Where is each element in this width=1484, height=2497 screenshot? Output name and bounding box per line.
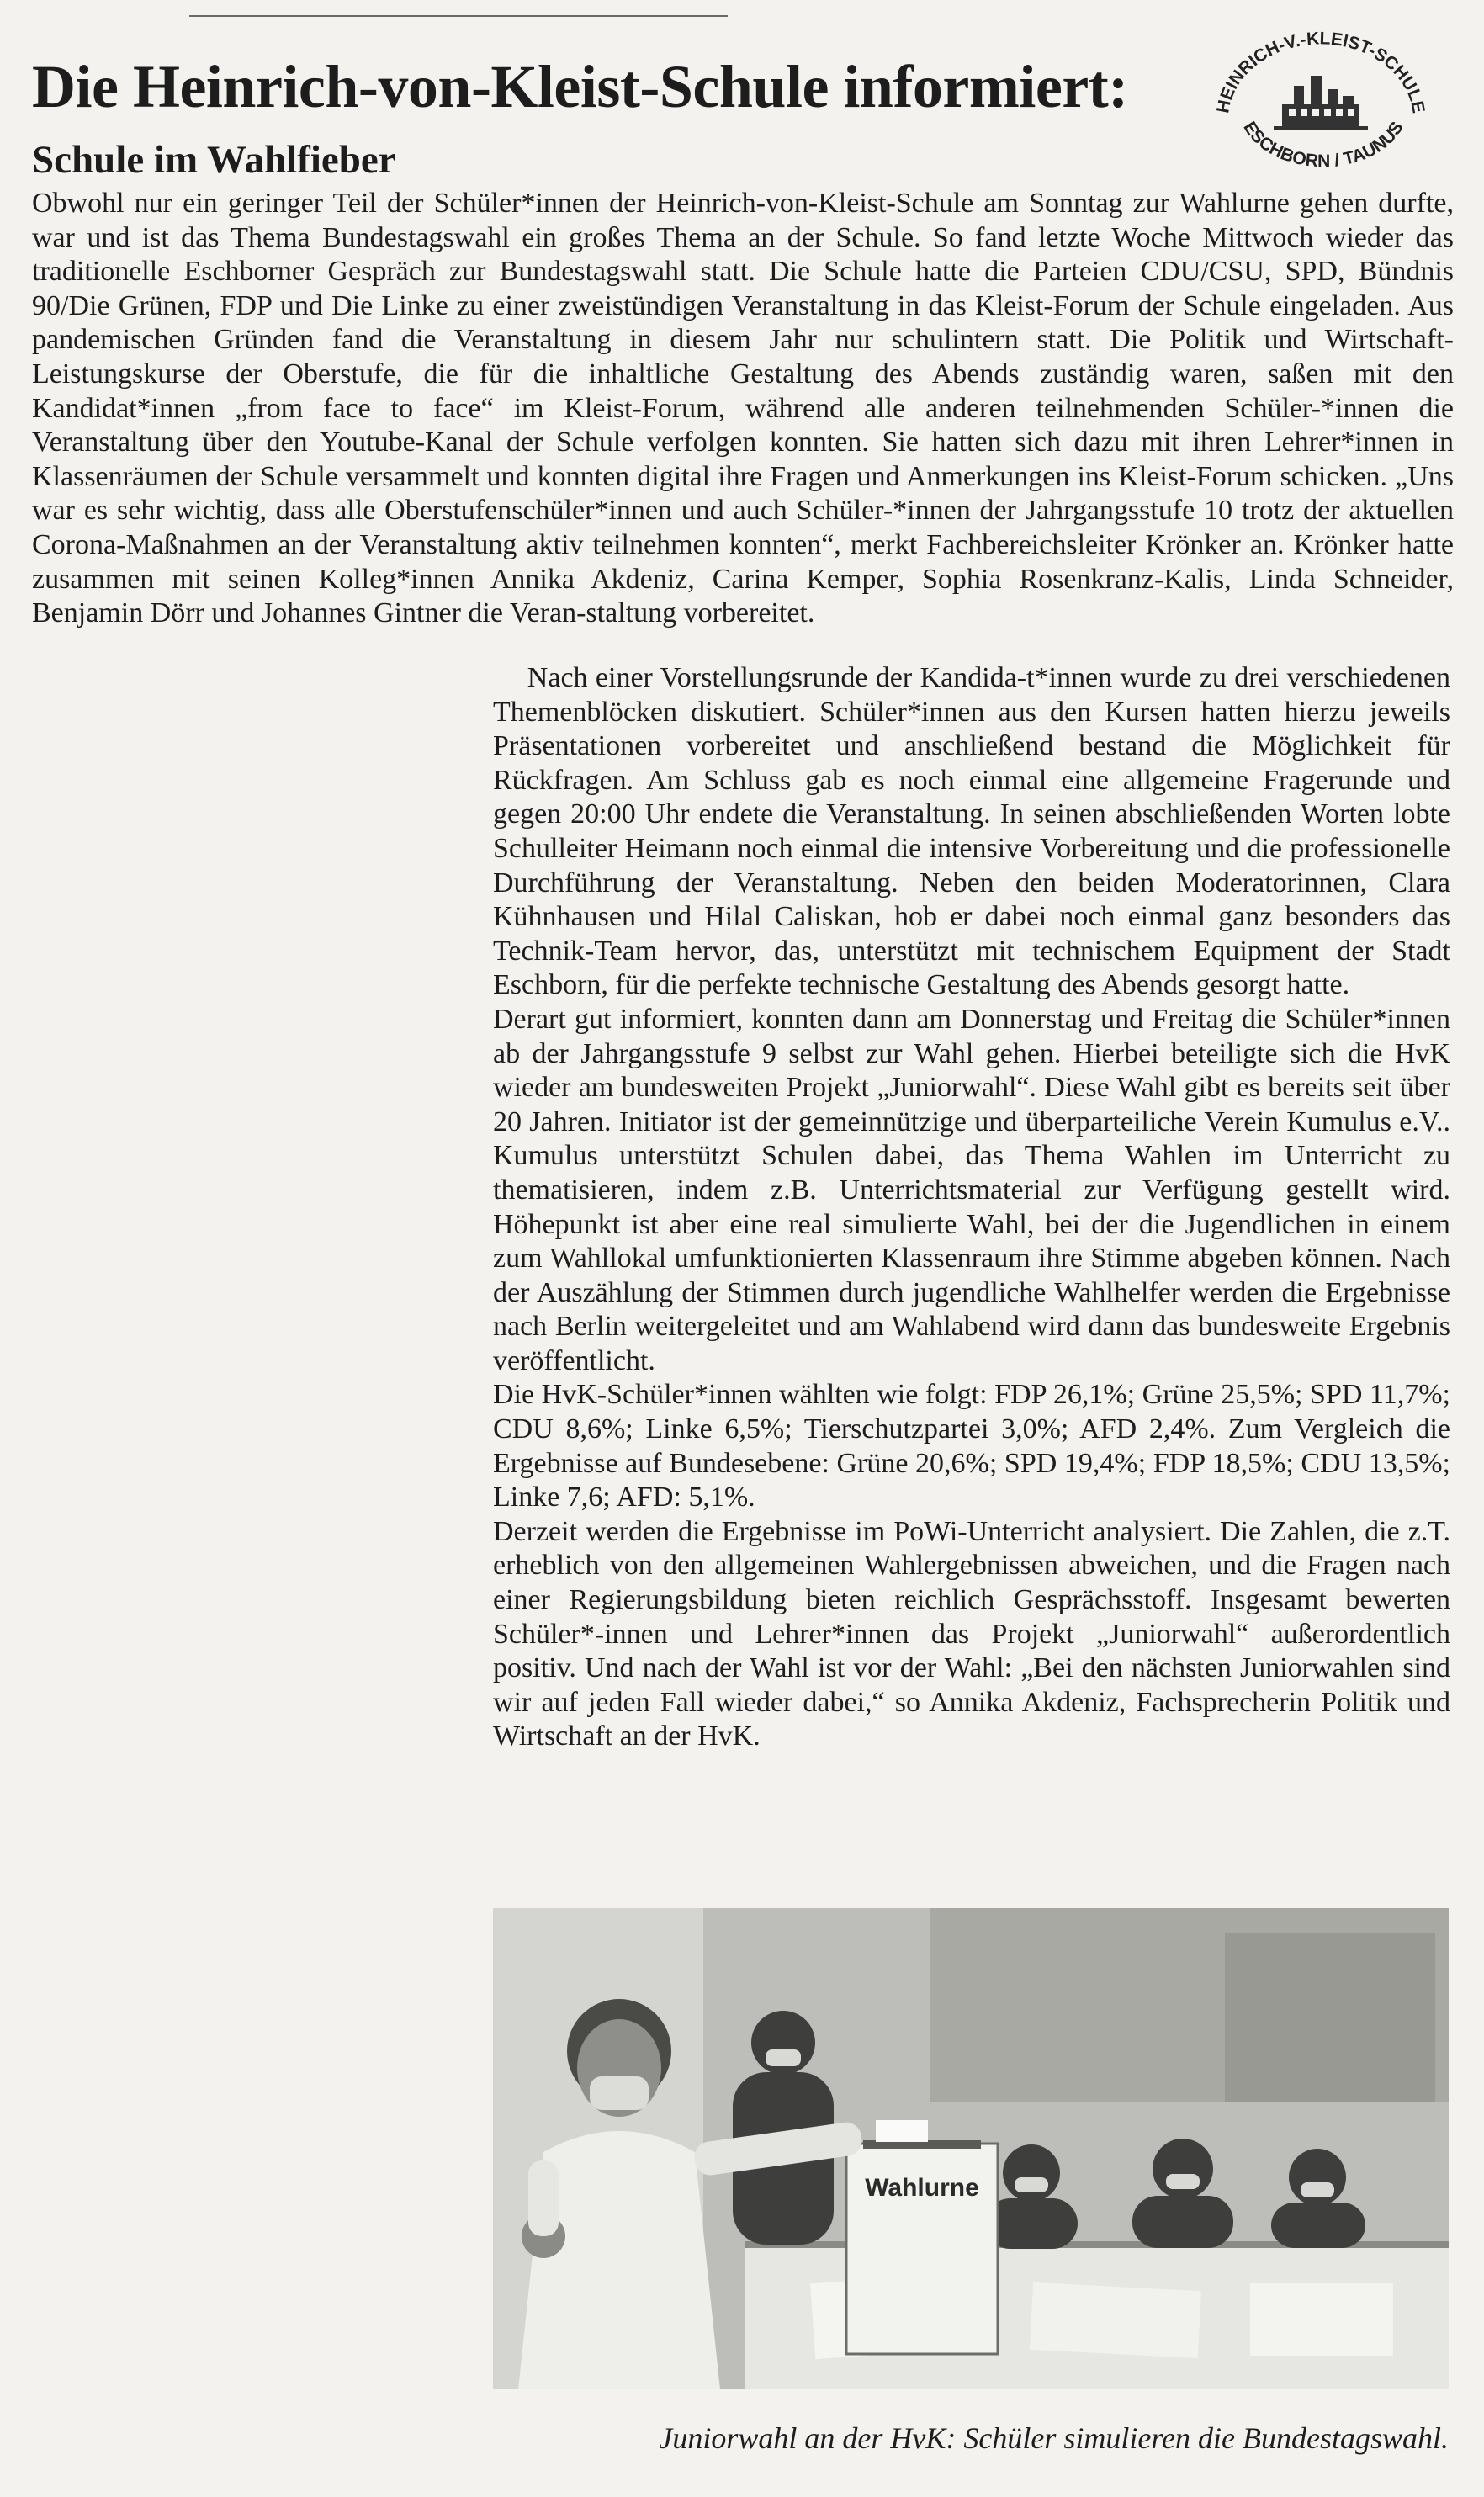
photo-caption: Juniorwahl an der HvK: Schüler simulieren die Bundestagswahl. xyxy=(659,2421,1449,2455)
subhead: Schule im Wahlfieber xyxy=(32,138,396,182)
school-building-icon xyxy=(1274,76,1368,130)
article-column xyxy=(493,661,1450,1754)
school-logo xyxy=(1193,27,1445,183)
logo-bottom-text: ESCHBORN / TAUNUS xyxy=(1239,118,1407,172)
column-paragraph-1: Nach einer Vorstellungsrunde der Kandida-t*innen wurde zu drei verschiedenen Themenblöcken diskutiert. Schüler*innen aus den Kursen hatten hierzu jeweils Präsentationen vorbereitet und anschließend bestand die Möglichkeit für Rückfragen. Am Schluss gab es noch einmal eine allgemeine Fragerunde und gegen 20:00 Uhr endete die Veranstaltung. In seinen abschließenden Worten lobte Schulleiter Heimann noch einmal die intensive Vorbereitung und die professionelle Durchführung der Veranstaltung. Neben den beiden Moderatorinnen, Clara Kühnhausen und Hilal Caliskan, hob er dabei noch einmal ganz besonders das Technik-Team hervor, das, unterstützt mit technischem Equipment der Stadt Eschborn, für die perfekte technische Gestaltung des Abends gesorgt hatte. xyxy=(493,662,1450,1001)
column-paragraph-2: Derart gut informiert, konnten dann am Donnerstag und Freitag die Schüler*innen ab der Jahrgangsstufe 9 selbst zur Wahl gehen. Hierbei beteiligte sich die HvK wieder am bundesweiten Projekt „Juniorwahl“. Diese Wahl gibt es bereits seit über 20 Jahren. Initiator ist der gemeinnützige und überparteiliche Verein Kumulus e.V.. Kumulus unterstützt Schulen dabei, das Thema Wahlen im Unterricht zu thematisieren, indem z.B. Unterrichtsmaterial zur Verfügung gestellt wird. Höhepunkt ist aber eine real simulierte Wahl, bei der die Jugendlichen in einem zum Wahllokal umfunktionierten Klassenraum ihre Stimme abgeben können. Nach der Auszählung der Stimmen durch jugendliche Wahlhelfer werden die Ergebnisse nach Berlin weitergeleitet und am Wahlabend wird dann das bundesweite Ergebnis veröffentlicht. xyxy=(493,1003,1450,1376)
column-paragraph-4: Derzeit werden die Ergebnisse im PoWi-Unterricht analysiert. Die Zahlen, die z.T. erheblich von den allgemeinen Wahlergebnissen abweichen, und die Fragen nach einer Regierungsbildung bieten reichlich Gesprächsstoff. Insgesamt bewerten Schüler*-innen und Lehrer*innen das Projekt „Juniorwahl“ außerordentlich positiv. Und nach der Wahl ist vor der Wahl: „Bei den nächsten Juniorwahlen sind wir auf jeden Fall wieder dabei,“ so Annika Akdeniz, Fachsprecherin Politik und Wirtschaft an der HvK. xyxy=(493,1515,1450,1752)
ballot-box-label: Wahlurne xyxy=(865,2174,979,2202)
photo-scene xyxy=(493,1908,1449,2389)
top-rule xyxy=(189,15,728,17)
headline: Die Heinrich-von-Kleist-Schule informiert: xyxy=(32,53,1128,120)
column-paragraph-3: Die HvK-Schüler*innen wählten wie folgt: FDP 26,1%; Grüne 25,5%; SPD 11,7%; CDU 8,6%; Linke 6,5%; Tierschutzpartei 3,0%; AFD 2,4%. Zum Vergleich die Ergebnisse auf Bundesebene: Grüne 20,6%; SPD 19,4%; FDP 18,5%; CDU 13,5%; Linke 7,6; AFD: 5,1%. xyxy=(493,1379,1450,1514)
lead-paragraph: Obwohl nur ein geringer Teil der Schüler*innen der Heinrich-von-Kleist-Schule am Sonntag zur Wahlurne gehen durfte, war und ist das Thema Bundestagswahl ein großes Thema an der Schule. So fand letzte Woche Mittwoch wieder das traditionelle Eschborner Gespräch zur Bundestagswahl statt. Die Schule hatte die Parteien CDU/CSU, SPD, Bündnis 90/Die Grünen, FDP und Die Linke zu einer zweistündigen Veranstaltung in das Kleist-Forum der Schule eingeladen. Aus pandemischen Gründen fand die Veranstaltung in diesem Jahr nur schulintern statt. Die Politik und Wirtschaft-Leistungskurse der Oberstufe, die für die inhaltliche Gestaltung des Abends zuständig waren, saßen mit den Kandidat*innen „from face to face“ im Kleist-Forum, während alle anderen teilnehmenden Schüler-*innen die Veranstaltung über den Youtube-Kanal der Schule verfolgen konnten. Sie hatten sich dazu mit ihren Lehrer*innen in Klassenräumen der Schule versammelt und konnten digital ihre Fragen und Anmerkungen ins Kleist-Forum schicken. „Uns war es sehr wichtig, dass alle Oberstufenschüler*innen und auch Schüler-*innen der Jahrgangsstufe 10 trotz der aktuellen Corona-Maßnahmen an der Veranstaltung aktiv teilnehmen konnten“, merkt Fachbereichsleiter Krönker an. Krönker hatte zusammen mit seinen Kolleg*innen Annika Akdeniz, Carina Kemper, Sophia Rosenkranz-Kalis, Linda Schneider, Benjamin Dörr und Johannes Gintner die Veran-staltung vorbereitet. xyxy=(32,188,1454,629)
logo-top-text: HEINRICH-V.-KLEIST-SCHULE xyxy=(1213,29,1428,115)
article-photo xyxy=(493,1908,1449,2389)
ballot-box xyxy=(846,2120,998,2354)
